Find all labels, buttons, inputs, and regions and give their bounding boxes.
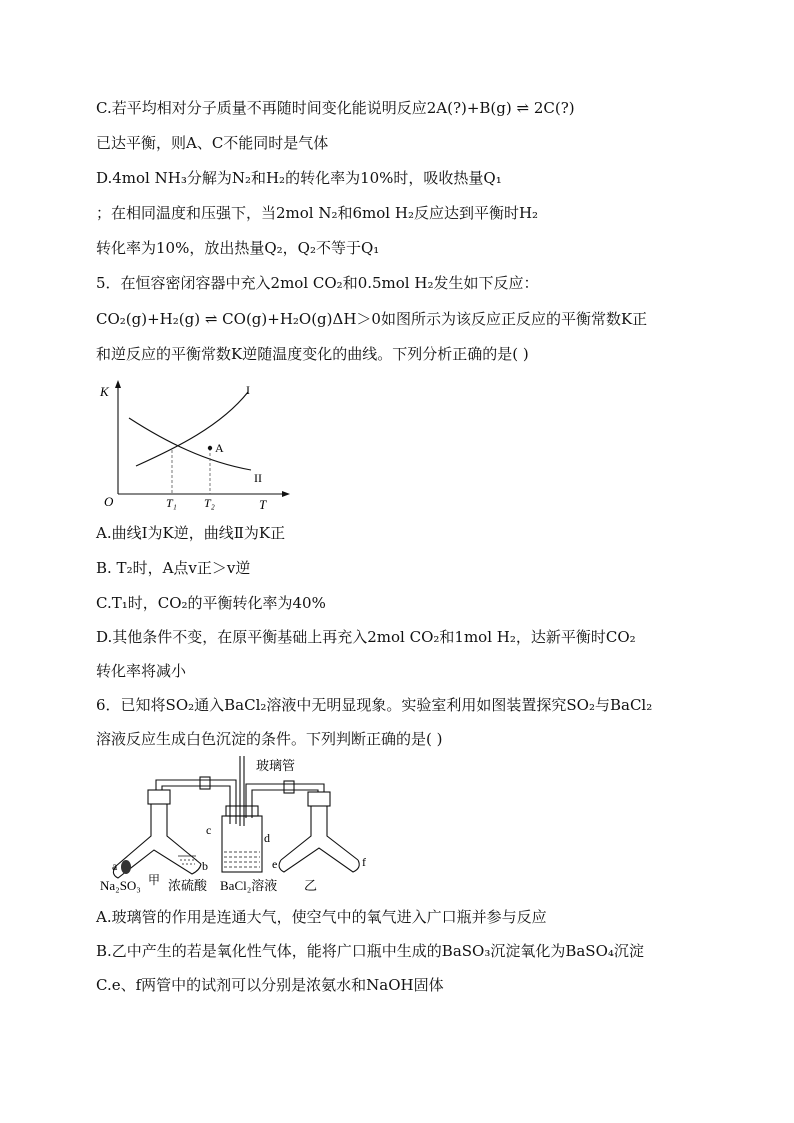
bacl2-label: BaCl₂溶液 — [220, 878, 278, 893]
label-e: e — [272, 857, 278, 871]
curve-ii-label: II — [254, 471, 262, 485]
t2-label: T₂ — [204, 496, 215, 510]
q5-option-c: C.T₁时，CO₂的平衡转化率为40% — [96, 594, 326, 612]
yi-label: 乙 — [304, 878, 318, 893]
jia-label: 甲 — [148, 873, 161, 887]
y-axis-label: K — [100, 384, 109, 399]
q6-option-c: C.e、f两管中的试剂可以分别是浓氨水和NaOH固体 — [96, 976, 444, 994]
q5-option-d-line2: 转化率将减小 — [96, 662, 187, 680]
q5-stem-line3: 和逆反应的平衡常数K逆随温度变化的曲线。下列分析正确的是( ) — [96, 345, 529, 363]
point-a — [208, 446, 212, 450]
q4-option-d-line3: 转化率为10%，放出热量Q₂，Q₂不等于Q₁ — [96, 239, 380, 257]
curve-ii — [129, 418, 251, 470]
h2so4-liquid — [180, 860, 197, 864]
point-a-label: A — [215, 441, 224, 455]
bacl2-solution — [224, 852, 260, 867]
label-b: b — [202, 859, 208, 873]
q6-stem-line1: 6．已知将SO₂通入BaCl₂溶液中无明显现象。实验室利用如图装置探究SO₂与BaCl₂ — [96, 696, 653, 714]
glass-tube-label: 玻璃管 — [256, 758, 296, 773]
q6-stem-line2: 溶液反应生成白色沉淀的条件。下列判断正确的是( ) — [96, 730, 443, 748]
flask-yi — [279, 792, 359, 872]
q5-option-d-line1: D.其他条件不变，在原平衡基础上再充入2mol CO₂和1mol H₂，达新平衡时CO₂ — [96, 628, 636, 646]
label-c: c — [206, 823, 212, 837]
q5-option-a: A.曲线Ⅰ为K逆，曲线Ⅱ为K正 — [96, 524, 286, 542]
label-d: d — [264, 831, 270, 845]
x-axis-label: T — [259, 497, 267, 512]
q6-option-a: A.玻璃管的作用是连通大气，使空气中的氧气进入广口瓶并参与反应 — [96, 908, 547, 926]
conc-h2so4-label: 浓硫酸 — [168, 878, 208, 893]
q4-option-d-line2: ；在相同温度和压强下，当2mol N₂和6mol H₂反应达到平衡时H₂ — [96, 204, 539, 222]
q6-option-b: B.乙中产生的若是氧化性气体，能将广口瓶中生成的BaSO₃沉淀氧化为BaSO₄沉淀 — [96, 942, 644, 960]
q5-option-b: B. T₂时，A点v正＞v逆 — [96, 559, 251, 577]
q4-option-d-line1: D.4mol NH₃分解为N₂和H₂的转化率为10%时，吸收热量Q₁ — [96, 169, 502, 187]
so2-apparatus-diagram — [96, 756, 476, 896]
q5-stem-line2: CO₂(g)+H₂(g) ⇌ CO(g)+H₂O(g)ΔH＞0如图所示为该反应正反应的平衡常数K正 — [96, 310, 648, 328]
k-vs-t-graph — [96, 378, 296, 513]
na2so3-solid — [121, 860, 131, 874]
q5-stem-line1: 5．在恒容密闭容器中充入2mol CO₂和0.5mol H₂发生如下反应： — [96, 274, 539, 292]
t1-label: T₁ — [166, 496, 177, 510]
origin-label: O — [104, 494, 114, 509]
na2so3-label: Na₂SO₃ — [100, 878, 141, 893]
label-f: f — [362, 855, 366, 869]
curve-i — [136, 392, 248, 466]
q4-option-c-line2: 已达平衡，则A、C不能同时是气体 — [96, 134, 329, 152]
curve-i-label: I — [246, 383, 250, 397]
label-a: a — [112, 859, 118, 873]
q4-option-c-line1: C.若平均相对分子质量不再随时间变化能说明反应2A(?)+B(g) ⇌ 2C(?) — [96, 99, 575, 117]
